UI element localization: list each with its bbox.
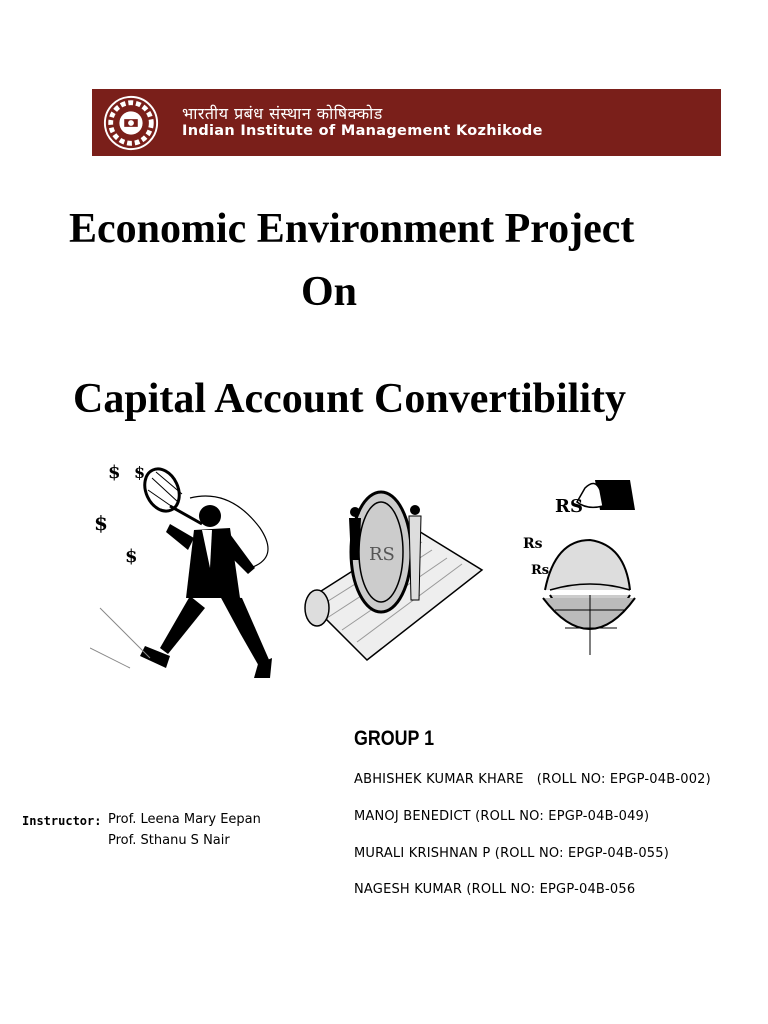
- institute-logo-icon: [102, 94, 160, 152]
- institute-banner: [92, 89, 721, 156]
- title-line-3: Capital Account Convertibility: [73, 376, 626, 422]
- institute-name-hindi: भारतीय प्रबंध संस्थान कोषिक्कोड: [182, 103, 383, 123]
- instructor-name: Prof. Sthanu S Nair: [108, 833, 230, 848]
- rupee-symbol: RS: [555, 496, 583, 517]
- rupee-symbol: RS: [369, 544, 395, 565]
- group-member: ABHISHEK KUMAR KHARE (ROLL NO: EPGP-04B-002): [354, 772, 711, 787]
- dollar-symbol: $: [125, 546, 138, 567]
- dollar-symbol: $: [94, 511, 108, 535]
- instructor-label: Instructor:: [22, 814, 102, 828]
- title-line-2: On: [301, 269, 358, 315]
- group-member: MANOJ BENEDICT (ROLL NO: EPGP-04B-049): [354, 809, 650, 824]
- group-member: NAGESH KUMAR (ROLL NO: EPGP-04B-056: [354, 882, 636, 897]
- title-line-1: Economic Environment Project: [69, 206, 635, 252]
- institute-name-english: Indian Institute of Management Kozhikode: [182, 123, 543, 140]
- rupee-symbol: Rs: [523, 536, 543, 552]
- dollar-symbol: $: [134, 463, 146, 482]
- cartoon-man-chasing-dollars: [90, 458, 290, 684]
- group-heading: GROUP 1: [354, 727, 435, 750]
- instructor-name: Prof. Leena Mary Eepan: [108, 812, 261, 827]
- group-member: MURALI KRISHNAN P (ROLL NO: EPGP-04B-055): [354, 846, 670, 861]
- cartoon-globe-and-rupees: [495, 470, 670, 670]
- dollar-symbol: $: [108, 462, 121, 483]
- cartoon-coin-on-scroll: [297, 480, 487, 670]
- rupee-symbol: Rs: [531, 563, 550, 578]
